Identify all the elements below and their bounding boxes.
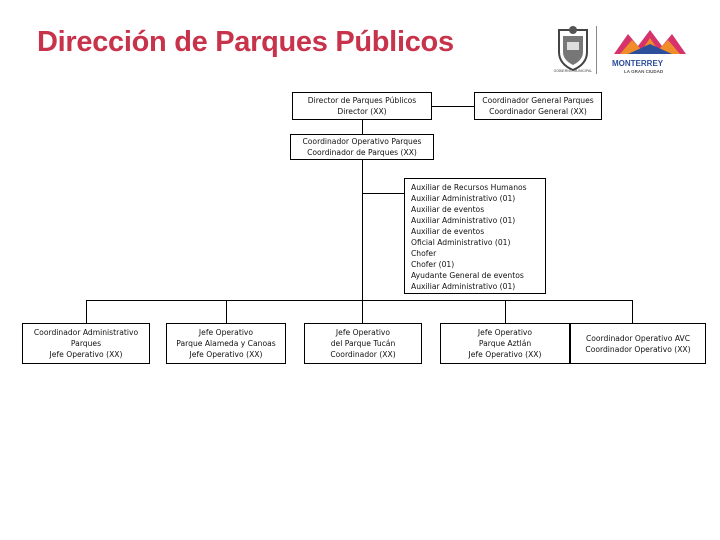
aux-line: Auxiliar de Recursos Humanos [411,183,527,192]
connector-drop-4 [505,300,506,323]
connector-drop-2 [226,300,227,323]
aux-line: Chofer [411,249,437,258]
connector-bottom-horizontal [86,300,632,301]
connector-drop-1 [86,300,87,323]
box-line: Director (XX) [337,107,387,116]
box-line: Jefe Operativo (XX) [49,350,123,359]
connector-aux-horizontal [362,193,404,194]
box-line: Coordinador (XX) [330,350,396,359]
aux-line: Chofer (01) [411,260,455,269]
box-line: Coordinador de Parques (XX) [307,148,417,157]
aux-line: Auxiliar Administrativo (01) [411,282,516,291]
box-line: Jefe Operativo (XX) [468,350,542,359]
box-coord-operativo [290,134,434,160]
box-line: Coordinador Operativo (XX) [585,344,691,354]
box-line: Jefe Operativo [198,328,254,337]
monterrey-logo-icon [610,26,690,60]
box-jefe-aztlan [440,323,570,364]
monterrey-logo-subtext: LA GRAN CIUDAD [624,69,664,74]
box-line: Parque Alameda y Canoas [176,339,276,348]
box-line: Parque Aztlán [478,339,532,348]
monterrey-logo-text: MONTERREY [612,59,664,68]
box-line: Jefe Operativo (XX) [189,350,263,359]
aux-line: Auxiliar de eventos [411,205,485,214]
page-title: Dirección de Parques Públicos [37,26,454,58]
aux-line: Ayudante General de eventos [411,271,524,280]
box-line: Jefe Operativo [335,328,391,337]
box-coord-general [474,92,602,120]
connector-operativo-down [362,160,363,323]
box-line: Director de Parques Públicos [307,96,417,105]
box-line: Coordinador General Parques [482,96,594,105]
box-jefe-tucan [304,323,422,364]
box-coord-avc [570,323,706,364]
aux-line: Auxiliar Administrativo (01) [411,194,516,203]
connector-top-horizontal [432,106,474,107]
box-line: Jefe Operativo [477,328,533,337]
seal-caption: GOBIERNO MUNICIPAL [553,69,593,73]
logo-divider [596,26,597,74]
aux-line: Auxiliar de eventos [411,227,485,236]
box-line: Coordinador General (XX) [489,107,587,116]
logos [550,24,710,80]
connector-director-down [362,120,363,134]
box-line: Coordinador Administrativo [33,328,139,337]
box-line: Coordinador Operativo AVC [585,333,691,343]
box-line: del Parque Tucán [330,339,396,348]
aux-line: Oficial Administrativo (01) [411,238,511,247]
box-line: Coordinador Operativo Parques [302,137,422,146]
box-jefe-alameda [166,323,286,364]
box-director [292,92,432,120]
aux-line: Auxiliar Administrativo (01) [411,216,516,225]
connector-drop-5 [632,300,633,323]
box-auxiliares [404,178,546,294]
box-coord-administrativo [22,323,150,364]
box-line: Parques [70,339,102,348]
